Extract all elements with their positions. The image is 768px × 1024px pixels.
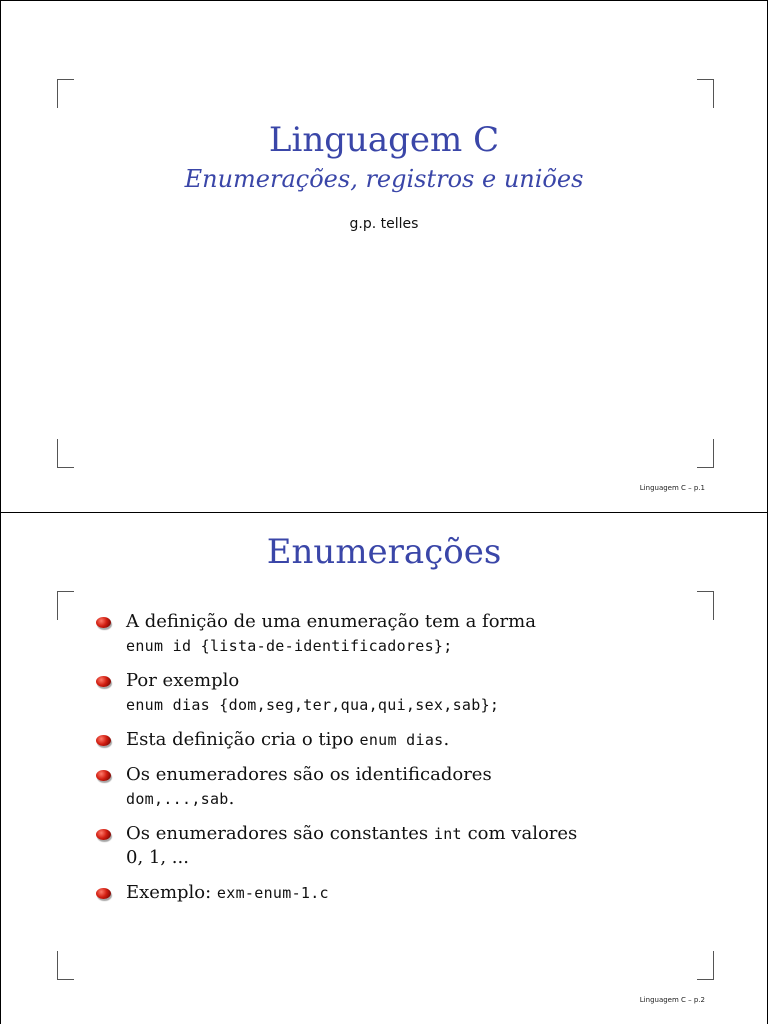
code-snippet: enum id {lista-de-identificadores}; — [126, 637, 453, 655]
list-item — [96, 669, 696, 717]
page-footer: Linguagem C – p.1 — [639, 484, 705, 492]
bullet-ball-icon — [96, 770, 111, 781]
corner-mark-bottom-left — [57, 439, 74, 468]
bullet-ball-icon — [96, 676, 111, 687]
code-snippet: enum dias — [359, 731, 444, 749]
slide-title: Linguagem C — [268, 120, 500, 160]
bullet-text: Exemplo: — [126, 882, 217, 903]
bullet-text: . — [228, 788, 235, 809]
bullet-ball-icon — [96, 829, 111, 840]
list-item — [96, 881, 696, 905]
author: g.p. telles — [349, 216, 419, 232]
slide-subtitle: Enumerações, registros e uniões — [184, 165, 584, 193]
bullet-text: Os enumeradores são os identificadores — [126, 764, 492, 785]
slide-title: Enumerações — [266, 532, 502, 572]
list-item — [96, 728, 696, 752]
bullet-text: 0, 1, ... — [126, 847, 189, 868]
bullet-ball-icon — [96, 888, 111, 899]
bullet-text: Esta definição cria o tipo — [126, 729, 360, 750]
corner-mark-bottom-right — [697, 439, 714, 468]
bullet-list — [96, 610, 696, 916]
corner-mark-top-left — [57, 79, 74, 108]
corner-mark-bottom-right — [697, 951, 714, 980]
bullet-text: . — [443, 729, 450, 750]
bullet-ball-icon — [96, 735, 111, 746]
corner-mark-top-right — [697, 79, 714, 108]
bullet-text: A definição de uma enumeração tem a forma — [126, 611, 536, 632]
code-snippet: exm-enum-1.c — [216, 884, 329, 902]
corner-mark-top-left — [57, 591, 74, 620]
code-snippet: dom,...,sab — [126, 790, 229, 808]
corner-mark-bottom-left — [57, 951, 74, 980]
bullet-text: Por exemplo — [126, 670, 240, 691]
bullet-text: Os enumeradores são constantes — [126, 823, 434, 844]
bullet-ball-icon — [96, 617, 111, 628]
page-footer: Linguagem C – p.2 — [639, 996, 705, 1004]
code-snippet: int — [433, 825, 462, 843]
code-snippet: enum dias {dom,seg,ter,qua,qui,sex,sab}; — [126, 696, 500, 714]
list-item — [96, 763, 696, 811]
list-item — [96, 610, 696, 658]
corner-mark-top-right — [697, 591, 714, 620]
list-item — [96, 822, 696, 870]
bullet-text: com valores — [461, 823, 578, 844]
